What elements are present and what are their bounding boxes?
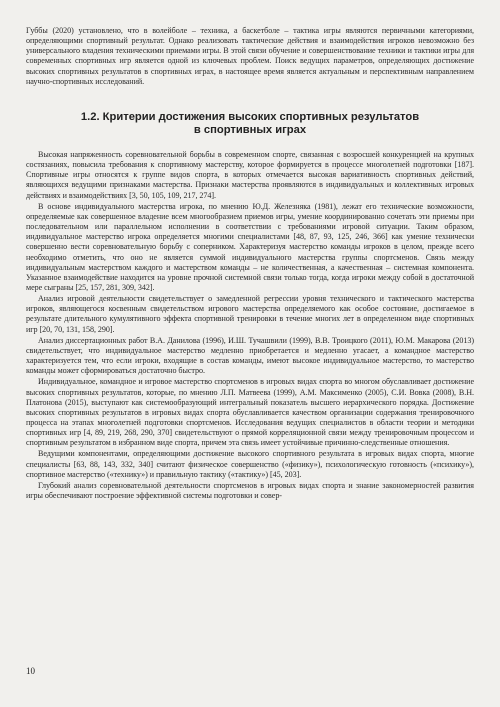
section-heading-line-1: 1.2. Критерии достижения высоких спортивных результатов [80,110,420,123]
section-heading [26,111,474,138]
paragraph-4: Анализ диссертационных работ В.А. Данилова (1996), И.Ш. Тучашвили (1999), В.В. Троицкого (2011), Ю.М. Макарова (2013) свидетельствует, что индивидуальное мастерство медленно приобретается и медленно угасает, а командное мастерство характеризуется тем, что если игроки, входящие в состав команды, имеют высокое индивидуальное мастерство, то мастерство команды может сформироваться достаточно быстро. [26,335,474,376]
section-heading-line-2: в спортивных играх [193,124,307,137]
paragraph-2: В основе индивидуального мастерства игрока, по мнению Ю.Д. Железняка (1981), лежат его технические возможности, определяемые как совершенное владение всем многообразием приемов игры, умение координированно сочетать эти приемы при последовательном или параллельном исполнении в соответствии с требованиями игровой ситуации. Таким образом, индивидуальное мастерство игрока определяется многими специалистами [48, 87, 93, 125, 246, 366] как умение технически совершенно вести соревновательную борьбу с соперником. Характеризуя мастерство команды игроков в целом, прежде всего необходимо отметить, что оно не является суммой индивидуального мастерства группы спортсменов. Связь между индивидуальным мастерством каждого и мастерством команды – не количественная, а качественная – системная компонента. Указанное взаимодействие находится на уровне прочной системной связи только тогда, когда игроки между собой в достаточной мере сыграны [25, 157, 281, 309, 342]. [26,201,474,292]
paragraph-6: Ведущими компонентами, определяющими достижение высокого спортивного результата в игровых видах спорта, многие специалисты [63, 88, 143, 332, 340] считают физическое совершенство («физику»), психологическую готовность («психику»), спортивное мастерство («технику») и правильную тактику («тактику») [45, 203]. [26,449,474,479]
paragraph-1: Высокая напряженность соревновательной борьбы в современном спорте, связанная с возросшей конкуренцией на крупных состязаниях, повысила требования к спортивному мастерству, которое формируется в процессе многолетней подготовки [187]. Спортивные игры относятся к группе видов спорта, в которых отмечается высокая вариативность спортивных действий, являющихся ведущими признаками мастерства. Признаки мастерства проявляются в индивидуальных и коллективных игровых действиях и взаимодействиях [3, 50, 105, 109, 217, 274]. [26,149,474,200]
page-number: 10 [26,666,35,676]
intro-paragraph: Губбы (2020) установлено, что в волейболе – техника, а баскетболе – тактика игры являются первичными категориями, определяющими спортивный результат. Однако реализовать тактические действия и взаимодействия игроков невозможно без универсального владения техническими приемами игры. В этой связи обучение и совершенствование техники и тактики игры для современных спортивных игр является одной из ключевых проблем. Поиск ведущих параметров, определяющих достижение высоких спортивных результатов в спортивных играх, в настоящее время является актуальным и перспективным направлением научно-спортивных исследований. [26,26,474,86]
paragraph-7: Глубокий анализ соревновательной деятельности спортсменов в игровых видах спорта и знание закономерностей развития игры обеспечивают построение эффективной системы подготовки и совер- [26,480,474,501]
paragraph-3: Анализ игровой деятельности свидетельствует о замедленной регрессии уровня технического и тактического мастерства игроков, являющегося косвенным свидетельством игрового мастерства определяемого как особое состояние, достигаемое в результате длительного кумулятивного эффекта спортивной тренировки в течение многих лет в определенном виде спортивных игр [20, 70, 131, 158, 290]. [26,294,474,334]
paragraph-5: Индивидуальное, командное и игровое мастерство спортсменов в игровых видах спорта во многом обуславливает достижение высоких спортивных результатов, которые, по мнению Л.П. Матвеева (1999), А.М. Максименко (2005), С.И. Вовка (2008), В.Н. Платонова (2015), выступают как системообразующий интегральный показатель высшего иерархического порядка. Достижение высоких спортивных результатов в игровых видах спорта обуславливается качеством организации содержания тренировочного процесса на этапах многолетней подготовки спортсменов. Исследования ведущих специалистов в области теории и методики спортивных игр [4, 89, 219, 268, 290, 370] свидетельствуют о прямой корреляционной связи между тренировочным процессом и спортивным результатом в избранном виде спорта, причем эта связь имеет устойчивые причинно-следственные отношения. [26,377,474,448]
